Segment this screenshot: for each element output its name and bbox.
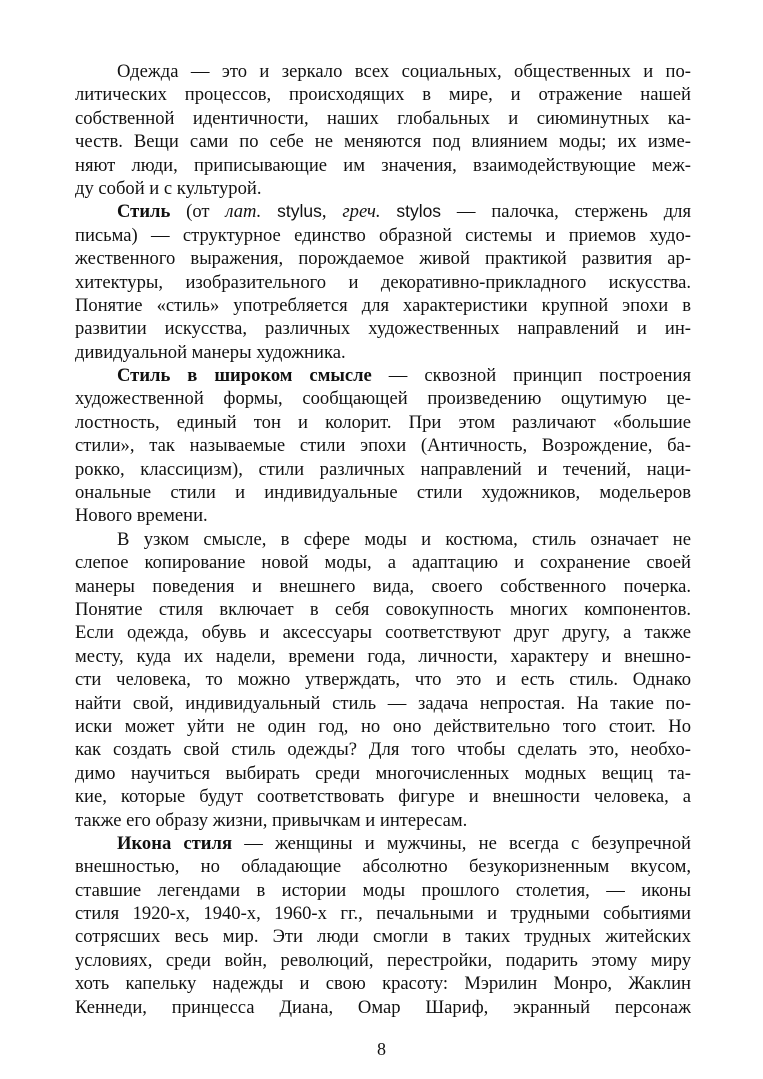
text-segment: также его образу жизни, привычкам и интересам. [75, 809, 468, 831]
italic-abbrev: лат. [225, 201, 262, 223]
text-segment: Если одежда, обувь и аксессуары соответствуют друг другу, а также [75, 622, 691, 644]
text-segment [380, 201, 396, 222]
italic-abbrev: греч. [342, 201, 381, 223]
text-segment: Одежда — это и зеркало всех социальных, общественных и по- [117, 61, 691, 82]
page-number: 8 [377, 1039, 386, 1059]
text-segment: рокко, классицизм), стили различных направлений и течений, наци- [75, 458, 691, 480]
text-line [75, 200, 691, 223]
text-segment: димо научиться выбирать среди многочисленных модных вещиц та- [75, 762, 691, 784]
text-line [75, 387, 691, 410]
text-segment: манеры поведения и внешнего вида, своего собственного почерка. [75, 575, 691, 597]
text-segment: месту, куда их надели, времени года, личности, характеру и внешно- [75, 645, 691, 667]
paragraph [75, 528, 691, 832]
text-segment: стили», так называемые стили эпохи (Античность, Возрождение, ба- [75, 435, 691, 457]
text-segment: условиях, среди войн, революций, перестройки, подарить этому миру [75, 949, 691, 971]
text-line [75, 575, 691, 598]
text-line [75, 458, 691, 481]
text-segment: сотрясших весь мир. Эти люди смогли в таких трудных житейских [75, 926, 691, 948]
text-segment [261, 201, 277, 222]
bold-term: Икона стиля [117, 832, 233, 854]
text-segment: развитии искусства, различных художественных направлений и ин- [75, 318, 691, 340]
text-segment: найти свой, индивидуальный стиль — задача непростая. На такие по- [75, 692, 691, 714]
text-line [75, 224, 691, 247]
text-segment: иски может уйти не один год, но оно действительно того стоит. Но [75, 715, 691, 737]
text-segment: ду собой и с культурой. [75, 177, 262, 199]
text-segment: сти человека, то можно утверждать, что это и есть стиль. Однако [75, 669, 691, 691]
text-line [75, 925, 691, 948]
paragraph [75, 832, 691, 1019]
text-segment: ставшие легендами в истории моды прошлого столетия, — иконы [75, 879, 691, 901]
text-segment: как создать свой стиль одежды? Для того чтобы сделать это, необхо- [75, 739, 691, 761]
text-line [75, 551, 691, 574]
text-segment: слепое копирование новой моды, а адаптацию и сохранение своей [75, 552, 691, 574]
text-line [75, 996, 691, 1019]
text-segment: , [321, 201, 343, 223]
text-line [75, 902, 691, 925]
text-segment: дивидуальной манеры художника. [75, 341, 346, 363]
text-line [75, 762, 691, 785]
text-line [75, 294, 691, 317]
text-segment: ональные стили и индивидуальные стили художников, модельеров [75, 482, 691, 504]
text-line [75, 809, 691, 832]
text-segment: лостность, единый тон и колорит. При этом различают «большие [75, 411, 691, 433]
text-segment: Кеннеди, принцесса Диана, Омар Шариф, экранный персонаж [75, 996, 691, 1018]
text-line [75, 715, 691, 738]
text-line [75, 271, 691, 294]
foreign-word: stylos [396, 201, 442, 222]
bold-term: Стиль в широком смысле [117, 365, 372, 387]
text-segment: няют люди, приписывающие им значения, взаимодействующие меж- [75, 154, 691, 176]
text-line [75, 341, 691, 364]
text-segment: хоть капельку надежды и свою красоту: Мэрилин Монро, Жаклин [75, 973, 691, 995]
paragraph [75, 364, 691, 528]
text-segment: литических процессов, происходящих в мире, и отражение нашей [75, 84, 691, 106]
text-line [75, 692, 691, 715]
text-segment: кие, которые будут соответствовать фигуре и внешности человека, а [75, 786, 691, 808]
text-line [75, 504, 691, 527]
text-segment: внешностью, но обладающие абсолютно безукоризненным вкусом, [75, 856, 691, 878]
text-segment: собственной идентичности, наших глобальных и сиюминутных ка- [75, 107, 691, 129]
text-line [75, 177, 691, 200]
text-line [75, 130, 691, 153]
text-line [75, 972, 691, 995]
paragraph [75, 200, 691, 364]
text-line [75, 645, 691, 668]
bold-term: Стиль [117, 201, 171, 223]
text-line [75, 832, 691, 855]
text-line [75, 247, 691, 270]
text-line [75, 598, 691, 621]
text-line [75, 411, 691, 434]
foreign-word: stylus [277, 201, 322, 222]
text-segment: письма) — структурное единство образной системы и приемов худо- [75, 224, 691, 246]
text-line [75, 60, 691, 83]
text-segment: Понятие стиля включает в себя совокупность многих компонентов. [75, 598, 691, 620]
text-segment: жественного выражения, порождаемое живой практикой развития ар- [75, 248, 691, 270]
text-segment: стиля 1920-х, 1940-х, 1960-х гг., печальными и трудными событиями [75, 903, 691, 925]
text-line [75, 855, 691, 878]
text-line [75, 434, 691, 457]
text-segment: Понятие «стиль» употребляется для характеристики крупной эпохи в [75, 294, 691, 316]
text-line [75, 83, 691, 106]
text-line [75, 154, 691, 177]
text-line [75, 107, 691, 130]
text-line [75, 528, 691, 551]
text-segment: хитектуры, изобразительного и декоративно-прикладного искусства. [75, 271, 691, 293]
text-line [75, 738, 691, 761]
text-line [75, 317, 691, 340]
text-line [75, 621, 691, 644]
text-segment: — сквозной принцип построения [371, 365, 691, 387]
text-line [75, 785, 691, 808]
text-segment: В узком смысле, в сфере моды и костюма, стиль означает не [117, 528, 691, 550]
text-segment: — палочка, стержень для [441, 201, 692, 223]
text-segment: художественной формы, сообщающей произведению ощутимую це- [75, 388, 691, 410]
text-line [75, 879, 691, 902]
text-line [75, 949, 691, 972]
page-body-text [75, 60, 691, 1019]
text-line [75, 364, 691, 387]
text-line [75, 668, 691, 691]
text-segment: честв. Вещи сами по себе не меняются под влиянием моды; их изме- [75, 131, 691, 153]
text-segment: — женщины и мужчины, не всегда с безупречной [232, 832, 691, 854]
text-segment: Нового времени. [75, 505, 208, 527]
paragraph [75, 60, 691, 200]
text-segment: (от [170, 201, 226, 223]
text-line [75, 481, 691, 504]
